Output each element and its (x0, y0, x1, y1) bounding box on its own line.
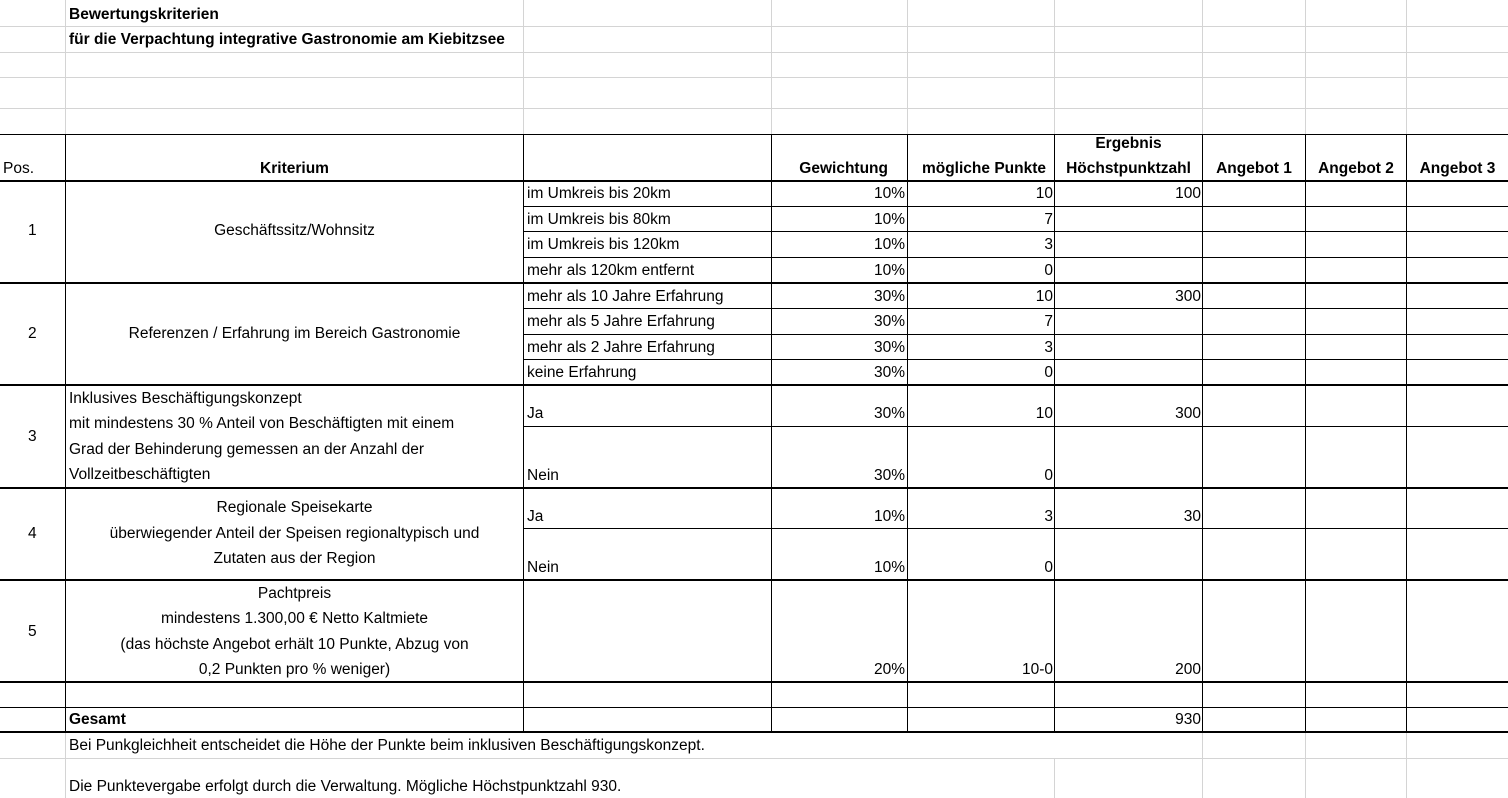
pos-number: 3 (28, 428, 37, 445)
option-weight: 10% (873, 236, 905, 253)
total-label: Gesamt (69, 711, 126, 728)
pos-number: 1 (28, 222, 37, 239)
grid-line (0, 108, 1508, 109)
option-points: 10 (1035, 185, 1053, 202)
grid-line (523, 0, 524, 134)
option-weight: 20% (873, 661, 905, 678)
option-weight: 10% (873, 211, 905, 228)
option-points: 7 (1044, 313, 1053, 330)
note-text: Die Punktevergabe erfolgt durch die Verwaltung. Mögliche Höchstpunktzahl 930. (69, 778, 622, 795)
border-line (1406, 134, 1407, 733)
criterion-text: Regionale Speisekarte (216, 499, 373, 516)
option-max: 300 (1175, 288, 1201, 305)
option-label: Nein (527, 559, 559, 576)
border-line (0, 731, 1508, 733)
option-label: Nein (527, 467, 559, 484)
header-angebot-3: Angebot 3 (1419, 160, 1496, 177)
option-max: 300 (1175, 405, 1201, 422)
option-points: 3 (1044, 236, 1053, 253)
option-points: 0 (1044, 467, 1053, 484)
option-label: im Umkreis bis 120km (527, 236, 680, 253)
header-angebot-2: Angebot 2 (1318, 160, 1394, 177)
option-weight: 30% (873, 288, 905, 305)
option-max: 200 (1175, 661, 1201, 678)
option-points: 3 (1044, 339, 1053, 356)
option-points: 0 (1044, 262, 1053, 279)
grid-line (0, 758, 1508, 759)
criterion-text: Geschäftssitz/Wohnsitz (214, 222, 375, 239)
option-label: im Umkreis bis 80km (527, 211, 671, 228)
border-line (523, 528, 1508, 529)
criterion-text: Inklusives Beschäftigungskonzept (69, 390, 302, 407)
option-points: 0 (1044, 364, 1053, 381)
option-label: keine Erfahrung (527, 364, 637, 381)
option-points: 7 (1044, 211, 1053, 228)
border-line (1305, 134, 1306, 733)
grid-line (771, 0, 772, 134)
option-weight: 30% (873, 313, 905, 330)
border-line (0, 681, 1508, 683)
option-points: 10-0 (1021, 661, 1053, 678)
header-moegliche-punkte: mögliche Punkte (921, 160, 1046, 177)
pos-number: 4 (28, 525, 37, 542)
grid-line (1054, 758, 1055, 798)
border-line (523, 231, 1508, 232)
grid-line (0, 26, 1508, 27)
border-line (523, 206, 1508, 207)
header-pos: Pos. (3, 160, 35, 177)
border-line (1202, 134, 1203, 733)
border-line (0, 180, 1508, 182)
option-label: Ja (527, 405, 544, 422)
border-line (523, 134, 524, 733)
option-label: mehr als 120km entfernt (527, 262, 695, 279)
grid-line (0, 77, 1508, 78)
criterion-text: Pachtpreis (257, 585, 332, 602)
title-line-2: für die Verpachtung integrative Gastronomie am Kiebitzsee (69, 31, 505, 48)
option-points: 3 (1044, 508, 1053, 525)
border-line (523, 334, 1508, 335)
criterion-text: Grad der Behinderung gemessen an der Anzahl der (69, 441, 425, 458)
criterion-text: mit mindestens 30 % Anteil von Beschäftigten mit einem (69, 415, 455, 432)
border-line (0, 487, 1508, 489)
option-weight: 30% (873, 364, 905, 381)
header-kriterium: Kriterium (260, 160, 329, 177)
option-label: im Umkreis bis 20km (527, 185, 671, 202)
pos-number: 5 (28, 623, 37, 640)
border-line (0, 707, 1508, 708)
option-points: 0 (1044, 559, 1053, 576)
option-label: mehr als 5 Jahre Erfahrung (527, 313, 715, 330)
option-weight: 10% (873, 262, 905, 279)
option-label: Ja (527, 508, 544, 525)
option-weight: 10% (873, 559, 905, 576)
border-line (523, 359, 1508, 360)
total-value: 930 (1175, 711, 1201, 728)
criterion-text: überwiegender Anteil der Speisen regionaltypisch und (109, 525, 480, 542)
note-text: Bei Punkgleichheit entscheidet die Höhe der Punkte beim inklusiven Beschäftigungskonzept. (69, 737, 705, 754)
border-line (523, 257, 1508, 258)
border-line (1054, 134, 1055, 733)
criterion-text: Referenzen / Erfahrung im Bereich Gastronomie (128, 325, 461, 342)
option-max: 30 (1183, 508, 1201, 525)
header-hoechstpunktzahl: Höchstpunktzahl (1066, 160, 1191, 177)
border-line (0, 134, 1508, 135)
option-weight: 30% (873, 339, 905, 356)
option-points: 10 (1035, 405, 1053, 422)
border-line (0, 282, 1508, 284)
grid-line (907, 0, 908, 134)
option-weight: 30% (873, 405, 905, 422)
option-max: 100 (1175, 185, 1201, 202)
option-weight: 10% (873, 508, 905, 525)
border-line (523, 426, 1508, 427)
criterion-text: mindestens 1.300,00 € Netto Kaltmiete (160, 610, 429, 627)
pos-number: 2 (28, 325, 37, 342)
option-weight: 10% (873, 185, 905, 202)
criterion-text: 0,2 Punkten pro % weniger) (198, 661, 391, 678)
grid-line (1054, 0, 1055, 134)
title-line-1: Bewertungskriterien (69, 6, 219, 23)
criterion-text: Zutaten aus der Region (213, 550, 376, 567)
header-angebot-1: Angebot 1 (1216, 160, 1292, 177)
option-weight: 30% (873, 467, 905, 484)
border-line (523, 308, 1508, 309)
option-label: mehr als 10 Jahre Erfahrung (527, 288, 724, 305)
criterion-text: Vollzeitbeschäftigten (69, 466, 211, 483)
criterion-text: (das höchste Angebot erhält 10 Punkte, Abzug von (120, 636, 469, 653)
border-line (0, 579, 1508, 581)
option-points: 10 (1035, 288, 1053, 305)
option-label: mehr als 2 Jahre Erfahrung (527, 339, 715, 356)
grid-line (0, 52, 1508, 53)
border-line (0, 384, 1508, 386)
header-ergebnis: Ergebnis (1095, 135, 1162, 152)
header-gewichtung: Gewichtung (799, 160, 888, 177)
